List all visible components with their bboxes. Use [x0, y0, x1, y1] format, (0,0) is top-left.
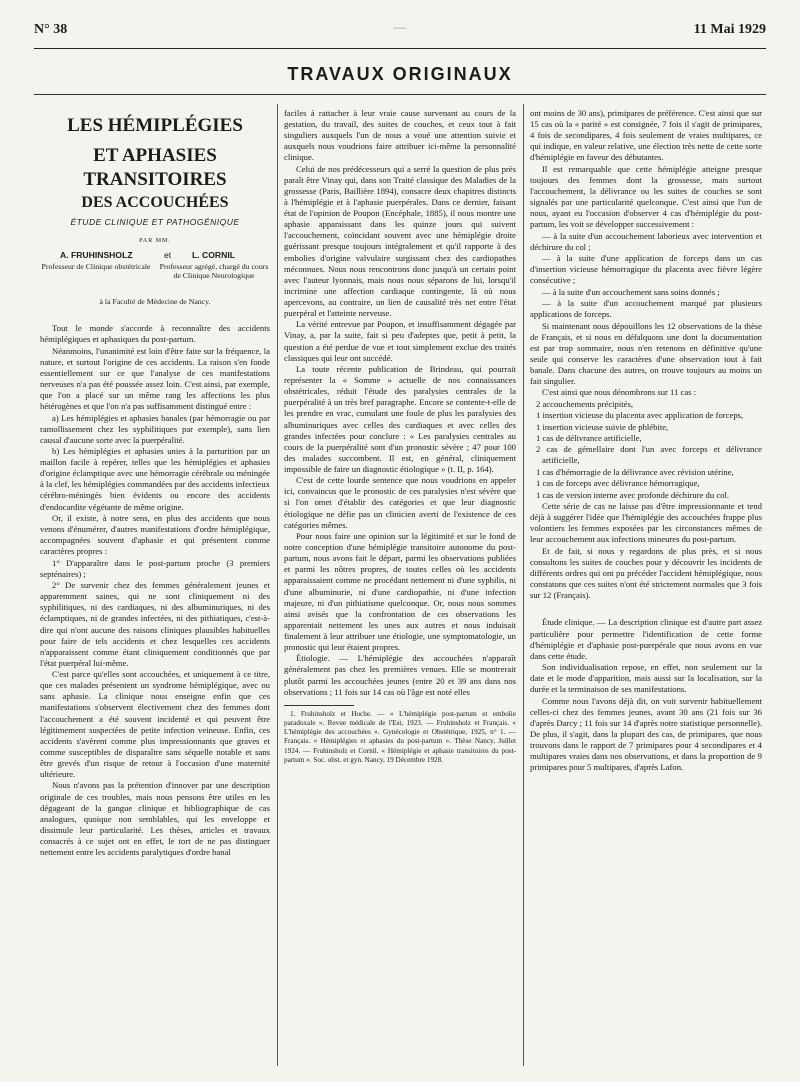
affiliation-2: Professeur agrégé, chargé du cours de Clinique Neurologique: [159, 262, 269, 281]
list-item: — à la suite d'une application de forceps dans un cas d'insertion vicieuse hémorragique du placenta avec fièvre légère consécutive ;: [530, 253, 762, 286]
list-item: 2 accouchements précipités,: [536, 398, 633, 409]
author-1: A. FRUHINSHOLZ: [60, 250, 133, 261]
paragraph: 1° D'apparaître dans le post-partum proche (3 premiers septénaires) ;: [40, 557, 270, 579]
list-item: 1 cas de version interne avec profonde déchirure du col.: [536, 489, 730, 500]
paragraph: Celui de nos prédécesseurs qui a serré la question de plus près paraît être Vinay qui, dans son Traité classique des Maladies de la grossesse (Paris, Baillière 1894), consacre deux chapitres distincts à l'hémiplégie et à l'aphasie puerpérales. Dans ce dernier, faisant état de l'opinion de Poupon (Encéphale, 1885), il nous montre une aphasie apparaissant dans les quinze jours qui suivent l'accouchement, coïncidant souvent avec une hémiplégie droite guérissant presque toujours intégralement et qu'il rapporte à des embolies d'origine valvulaire surgissant chez des cardiopathes méconnues. Nous nous rencontrons donc jusqu'à un certain point avec l'auteur lyonnais, mais nous nous séparons de lui, lorsqu'il incrimine une affection cardiaque contingente, là où nous apercevons, au contraire, un lien de causalité très net entre l'état puerpéral et l'atteinte nerveuse.: [284, 163, 516, 318]
author-2: L. CORNIL: [192, 250, 235, 261]
paragraph: Cette série de cas ne laisse pas d'être impressionnante et tend déjà à suggérer l'idée que l'hémiplégie des accouchées frappe plus volontiers les femmes exposées par les circonstances mêmes de leur accouchement aux infections mineures du post-partum.: [530, 501, 762, 545]
list-item: 1 cas de délivrance artificielle,: [536, 432, 642, 443]
section-title: TRAVAUX ORIGINAUX: [287, 64, 513, 84]
article-title-line1: LES HÉMIPLÉGIES: [67, 115, 243, 136]
paragraph: b) Les hémiplégies et aphasies unies à la parturition par un maillon facile à repérer, telles que les hémiplégies et aphasies d'origine éclamptique avec une hémorragie cérébrale ou méningée à la clef, les hémiplégies commandées par des accidents infectieux cérébro-méningés bien évidents ou encore des accidents d'endocardite végétante de même origine.: [40, 446, 270, 512]
paragraph: C'est ainsi que nous dénombrons sur 11 cas :: [542, 387, 697, 398]
column-divider-2: [523, 104, 524, 1066]
footnote-rule: [284, 705, 354, 706]
paragraph: Tout le monde s'accorde à reconnaître des accidents hémiplégiques et aphasiques du post-partum.: [40, 323, 270, 345]
column-1: [40, 108, 270, 858]
paragraph: Étude clinique. — La description clinique est d'autre part assez particulière pour permettre l'identification de cette forme d'hémiplégie et d'aphasie post-puerpérale que nous avons en vue dans cette étude.: [530, 617, 762, 661]
article-title-line3: DES ACCOUCHÉES: [81, 194, 229, 211]
paragraph: a) Les hémiplégies et aphasies banales (par hémorragie ou par ramollissement chez les syphilitiques par exemple), sans lien causal d'aucune sorte avec la puerpéralité.: [40, 412, 270, 445]
column-2: [284, 108, 516, 765]
paragraph: Nous n'avons pas la prétention d'innover par une description originale de ces troubles, mais nous pensons être utiles en les dégageant de la gangue clinique et bibliographique de cas analogues, quoique non semblables, qui les enveloppe et dissimule leur particularité. Les thèses, articles et travaux consacrés à ce sujet ont en effet, le tort de ne pas distinguer nettement entre les accidents paralytiques d'ordre banal: [40, 780, 270, 857]
affiliation-3: à la Faculté de Médecine de Nancy.: [99, 297, 211, 307]
header-ornament: ~~~: [393, 24, 407, 33]
paragraph: Or, il existe, à notre sens, en plus des accidents que nous venons d'énumérer, d'autres manifestations d'ordre hémiplégique, accompagnées souvent d'aphasie et qui présentent comme caractères propres :: [40, 512, 270, 557]
article-kind: ÉTUDE CLINIQUE ET PATHOGÉNIQUE: [70, 217, 240, 227]
paragraph: Si maintenant nous dépouillons les 12 observations de la thèse de Français, et si nous en défalquons une dont la documentation est par trop sommaire, nous n'en retenons en définitive qu'une seule qui conserve les caractères d'une observation tout à fait banale. Dans chacune des autres, on trouve toujours au moins un fait singulier.: [530, 320, 762, 387]
issue-number: N° 38: [34, 22, 68, 37]
section-rule: [34, 94, 766, 95]
list-item: 1 cas de forceps avec délivrance hémorragique,: [536, 478, 700, 489]
affiliation-1: Professeur de Clinique obstétricale: [41, 262, 151, 272]
by-line: PAR MM.: [139, 238, 171, 245]
page-header: [34, 22, 766, 46]
paragraph: ont moins de 30 ans), primipares de préférence. C'est ainsi que sur 15 cas où la « parité » est consignée, 7 fois il s'agit de primipares, 4 fois de secondipares, 4 fois seulement de vraies multipares, ce qui indique, en valeur relative, une élection très nette de cette sorte d'hémiplégie en faveur des débutantes.: [530, 108, 762, 163]
paragraph: C'est de cette lourde sentence que nous voudrions en appeler ici, convaincus que le pronostic de ces paralysies n'est sévère que si l'on omet d'établir des catégories et que leur diagnostic étiologique ne défie pas un clinicien averti de l'existence de ces catégories mêmes.: [284, 475, 516, 530]
paragraph: Pour nous faire une opinion sur la légitimité et sur le fond de notre conception d'une hémiplégie transitoire autonome du post-partum, nous avons fait le départ, parmi les observations publiées et parmi les nôtres propres, de toutes celles où les accidents apparaissaient comme ne procédant nettement ni d'une syphilis, ni d'une albuminurie, ni d'une cardiopathie, ni d'une infection majeure, ni d'un pithiatisme quelconque. Or, nous nous sommes ainsi avisés que la confrontation de ces observations les apparentait nettement les unes aux autres et nous induisait finalement à leur attribuer une étiologie, une symptomatologie, un pronostic qui leur étaient propres.: [284, 531, 516, 652]
footnote: 1. Fruhinsholz et Hoche. — « L'hémiplégie post-partum et embolie paradoxale ». Revue médicale de l'Est, 1923. — Fruhinsholz et Français. « L'hémiplégie des accouchées ». Gynécologie et Obstétrique, 1925, n° 1. — Français. « Hémiplégies et aphasies du post-partum ». Thèse Nancy, Juillet 1924. — Fruhinsholz et Cornil. « Hémiplégie et aphasie transitoires du post-partum ». Soc. obst. et gyn. Nancy, 19 Décembre 1928.: [284, 709, 516, 764]
list-item: — à la suite d'un accouchement marqué par plusieurs applications de forceps.: [530, 298, 762, 320]
paragraph: Étiologie. — L'hémiplégie des accouchées n'apparaît généralement pas chez les premières venues. Elle se montrerait plutôt parmi les accouchées jeunes (entre 20 et 39 ans dans nos observations ; 11 fois sur 14 cas où l'âge est noté elles: [284, 653, 516, 697]
paragraph: C'est parce qu'elles sont accouchées, et uniquement à ce titre, que ces malades présentent un syndrome hémiplégique, avec ou sans aphasie. La clinique nous enseigne enfin que ces manifestations s'observent électivement chez des femmes dont l'accouchement a été souvent incidenté et qui peuvent être légitimement suspectées de petite infection veineuse. Enfin, ces accidents s'avèrent comme plus impressionnants que graves et comme susceptibles de disparaître sans séquelle notable et sans être grevés d'un risque de retour à l'occasion d'une maternité ultérieure.: [40, 669, 270, 780]
article-title-line2: ET APHASIES TRANSITOIRES: [83, 145, 227, 190]
authors: [40, 250, 270, 260]
paragraph: La toute récente publication de Brindeau, qui pourrait représenter la « Somme » actuelle de nos connaissances obstétricales, réduit l'étude des paralysies centrales de la puerpéralité à un très bref paragraphe. Encore se contente-t-elle de les prendre en vrac, cumulant une foule de plus les paralysies des albuminuriques avec celles des cardiaques et avec celles des grandes infectées pour conclure : « Les paralysies centrales au cours de la puerpéralité sont d'un pronostic sévère ; 47 pour 100 des malades succombent. Il est, en général, cliniquement impossible de faire un diagnostic étiologique » (t. II, p. 164).: [284, 364, 516, 474]
paragraph: Et de fait, si nous y regardons de plus près, et si nous consultons les suites de couches pour y découvrir les incidents de différents ordres qui ont pu précéder l'accident hémiplégique, nous constatons que ces suites n'ont été strictement normales que 3 fois sur 12 (Français).: [530, 545, 762, 601]
paragraph: Comme nous l'avons déjà dit, on voit survenir habituellement celles-ci chez des femmes jeunes, avant 30 ans (21 fois sur 36 d'après Darcy ; 11 fois sur 14 d'après notre statistique personnelle). De plus, il s'agit, dans la plupart des cas, de primipares, que nous trouvons dans le rapport de 7 primipares pour 4 secondipares et 4 multipares vraies dans nos observations, et dans la proportion de 9 primipares pour 5 multipares, d'après Lafon.: [530, 695, 762, 773]
affiliations: [40, 262, 270, 306]
list-item: 2 cas de gémellaire dont l'un avec forceps et délivrance artificielle,: [536, 444, 762, 466]
column-3: [530, 108, 762, 774]
list-item: — à la suite d'un accouchement sans soins donnés ;: [542, 286, 720, 297]
paragraph: Son individualisation repose, en effet, non seulement sur la date et le mode d'apparition, mais aussi sur la localisation, sur la durée et la terminaison de ses manifestations.: [530, 662, 762, 695]
list-item: 1 insertion vicieuse du placenta avec application de forceps,: [536, 410, 744, 421]
column-divider-1: [277, 104, 278, 1066]
issue-date: 11 Mai 1929: [693, 22, 766, 37]
paragraph: Néanmoins, l'unanimité est loin d'être faite sur la fréquence, la nature, et surtout l'origine de ces accidents. La raison s'en fonde essentiellement sur ce que l'analyse de ces manifestations nerveuses n'a pas été poussée assez loin. C'est ainsi, par exemple, que l'on a placé sur un même rang les affections les plus hétérogènes et que l'on n'a pas suffisamment distingué entre :: [40, 345, 270, 412]
paragraph: 2° De survenir chez des femmes généralement jeunes et apparemment saines, qui ne sont cliniquement ni des syphilitiques, ni des cardiaques, ni des albuminuriques, ni des éclamptiques, ni de grandes infectées, ni des pithiatiques, c'est-à-dire qui n'ont aucune des raisons cliniques plausibles habituelles pour faire de tels accidents et chez lesquelles ces accidents n'apparaissent comme étant cliniquement conditionnés que par l'état puerpéral lui-même.: [40, 580, 270, 668]
list-item: — à la suite d'un accouchement laborieux avec intervention et déchirure du col ;: [530, 230, 762, 252]
list-item: 1 insertion vicieuse suivie de phlébite,: [536, 421, 669, 432]
list-item: 1 cas d'hémorragie de la délivrance avec révision utérine,: [536, 466, 734, 477]
author-and: et: [164, 250, 172, 261]
paragraph: Il est remarquable que cette hémiplégie atteigne presque toujours des femmes dont la grossesse, mais surtout l'accouchement, la délivrance ou les suites de couches se sont signalés par une particularité quelconque. C'est ainsi que l'un de nous, ayant eu l'occasion d'observer 4 cas d'hémiplégie du post-partum, les voit se développer successivement :: [530, 163, 762, 230]
paragraph: faciles à rattacher à leur vraie cause survenant au cours de la gestation, du travail, des suites de couches, et ceux tout à fait singuliers auxquels l'un de nous a voué une attention suivie et auxquels nous voudrions faire attribuer ici-même la personnalité clinique.: [284, 108, 516, 163]
paragraph: La vérité entrevue par Poupon, et insuffisamment dégagée par Vinay, a, par la suite, fait si peu d'adeptes que, petit à petit, la question a été perdue de vue et tout simplement exclue des traités classiques qui leur ont succédé.: [284, 319, 516, 363]
header-rule: [34, 48, 766, 49]
